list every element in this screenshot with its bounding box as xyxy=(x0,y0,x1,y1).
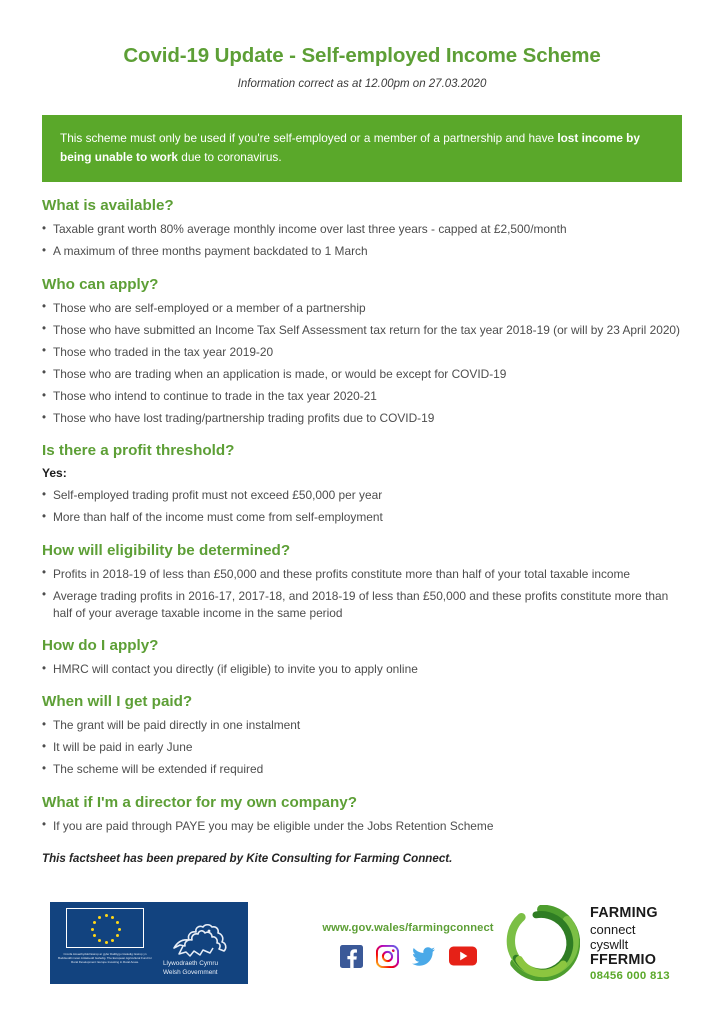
instagram-icon xyxy=(376,945,399,968)
eu-welsh-government-logo xyxy=(50,902,248,984)
farming-connect-wordmark xyxy=(590,904,670,981)
bullet-item: • More than half of the income must come from self-employment xyxy=(42,509,682,526)
bullet-item: • The scheme will be extended if required xyxy=(42,761,682,778)
bullet-item: • Those who are trading when an application is made, or would be except for COVID-19 xyxy=(42,366,682,383)
page-footer xyxy=(42,894,682,992)
bullet-item: • Those who intend to continue to trade in the tax year 2020-21 xyxy=(42,388,682,405)
welsh-dragon-icon xyxy=(169,921,231,959)
youtube-link[interactable] xyxy=(449,945,477,968)
welsh-government-logo xyxy=(159,908,241,979)
bullet-item: • It will be paid in early June xyxy=(42,739,682,756)
eu-star-icon xyxy=(98,939,101,942)
bullet-item: • Average trading profits in 2016-17, 2017-18, and 2018-19 of less than £50,000 and these profits constitute more than half of your average taxable income in the same period xyxy=(42,588,682,622)
highlight-banner xyxy=(42,115,682,182)
eu-star-icon xyxy=(116,921,119,924)
welsh-government-name-cy: Llywodraeth Cymru xyxy=(163,959,219,967)
bullet-list xyxy=(42,717,682,778)
fc-line-connect: connect xyxy=(590,922,636,938)
facebook-link[interactable] xyxy=(340,945,363,968)
banner-text-before: This scheme must only be used if you're self-employed or a member of a partnership and have xyxy=(60,131,558,145)
fc-line-cyswllt: cyswllt xyxy=(590,937,629,953)
eu-star-icon xyxy=(105,914,108,917)
bullet-item: • A maximum of three months payment backdated to 1 March xyxy=(42,243,682,260)
section xyxy=(42,794,682,835)
eu-star-icon xyxy=(116,934,119,937)
section-heading: When will I get paid? xyxy=(42,693,193,711)
fc-line-ffermio: FFERMIO xyxy=(590,951,657,968)
section xyxy=(42,442,682,526)
youtube-icon xyxy=(449,945,477,967)
bullet-item: • Those who have submitted an Income Tax Self Assessment tax return for the tax year 2018-19 (or will by 23 April 2020) xyxy=(42,322,682,339)
bullet-item: • HMRC will contact you directly (if eligible) to invite you to apply online xyxy=(42,661,682,678)
eu-logo-left xyxy=(57,908,153,979)
eu-star-icon xyxy=(118,928,121,931)
website-link[interactable]: www.gov.wales/farmingconnect xyxy=(322,922,494,934)
page-title: Covid-19 Update - Self-employed Income Scheme xyxy=(123,44,601,67)
banner-text-after: due to coronavirus. xyxy=(177,150,282,165)
instagram-link[interactable] xyxy=(376,945,399,968)
fc-line-farming: FARMING xyxy=(590,905,658,922)
bullet-item: • Taxable grant worth 80% average monthly income over last three years - capped at £2,500/month xyxy=(42,221,682,238)
farming-connect-logo xyxy=(504,896,682,990)
bullet-item: • Profits in 2018-19 of less than £50,000 and these profits constitute more than half of your total taxable income xyxy=(42,566,682,583)
eu-star-icon xyxy=(91,928,94,931)
bullet-list xyxy=(42,566,682,622)
bullet-list xyxy=(42,221,682,260)
section xyxy=(42,693,682,778)
section-heading: Who can apply? xyxy=(42,275,159,293)
eu-star-icon xyxy=(105,941,108,944)
fc-phone-number: 08456 000 813 xyxy=(590,969,670,982)
facebook-icon xyxy=(340,945,363,968)
section-heading: What is available? xyxy=(42,197,174,215)
bullet-item: • Self-employed trading profit must not exceed £50,000 per year xyxy=(42,487,682,504)
banner-text-bold: lost income by being unable to work xyxy=(60,131,640,165)
eu-flag-icon xyxy=(66,908,144,948)
social-links xyxy=(284,945,532,968)
bullet-list xyxy=(42,300,682,428)
bullet-item: • Those who traded in the tax year 2019-20 xyxy=(42,344,682,361)
welsh-government-name xyxy=(159,959,241,977)
eu-star-icon xyxy=(93,934,96,937)
farming-connect-swirl-icon xyxy=(504,905,580,981)
sections-container xyxy=(42,197,682,835)
eu-star-icon xyxy=(111,916,114,919)
section-heading: Is there a profit threshold? xyxy=(42,442,235,460)
section xyxy=(42,276,682,428)
eu-logo-caption: Cronfa Amaethyddol Ewrop ar gyfer Datblygu Gwledig: Ewrop yn Buddsoddi mewn Ardaloedd Gwledig. The European Agricultural Fund for Rural Development: Europe Investing in Rural Areas. xyxy=(58,952,152,965)
footer-center xyxy=(284,922,532,968)
eu-star-icon xyxy=(93,921,96,924)
section-sub-label: Yes: xyxy=(42,466,67,481)
bullet-item: • The grant will be paid directly in one instalment xyxy=(42,717,682,734)
bullet-list xyxy=(42,487,682,526)
footnote: This factsheet has been prepared by Kite Consulting for Farming Connect. xyxy=(42,851,453,865)
twitter-link[interactable] xyxy=(412,945,436,968)
bullet-item: • Those who have lost trading/partnership trading profits due to COVID-19 xyxy=(42,410,682,427)
bullet-list xyxy=(42,661,682,678)
eu-star-icon xyxy=(111,939,114,942)
eu-star-icon xyxy=(98,916,101,919)
section xyxy=(42,197,682,260)
welsh-government-name-en: Welsh Government xyxy=(163,968,218,976)
section-heading: How do I apply? xyxy=(42,637,159,655)
page-subtitle: Information correct as at 12.00pm on 27.03.2020 xyxy=(237,78,487,90)
bullet-item: • Those who are self-employed or a member of a partnership xyxy=(42,300,682,317)
section xyxy=(42,542,682,622)
section xyxy=(42,637,682,678)
twitter-icon xyxy=(412,945,436,968)
section-heading: How will eligibility be determined? xyxy=(42,541,291,559)
section-heading: What if I'm a director for my own company? xyxy=(42,793,357,811)
bullet-list xyxy=(42,818,682,835)
bullet-item: • If you are paid through PAYE you may be eligible under the Jobs Retention Scheme xyxy=(42,818,682,835)
